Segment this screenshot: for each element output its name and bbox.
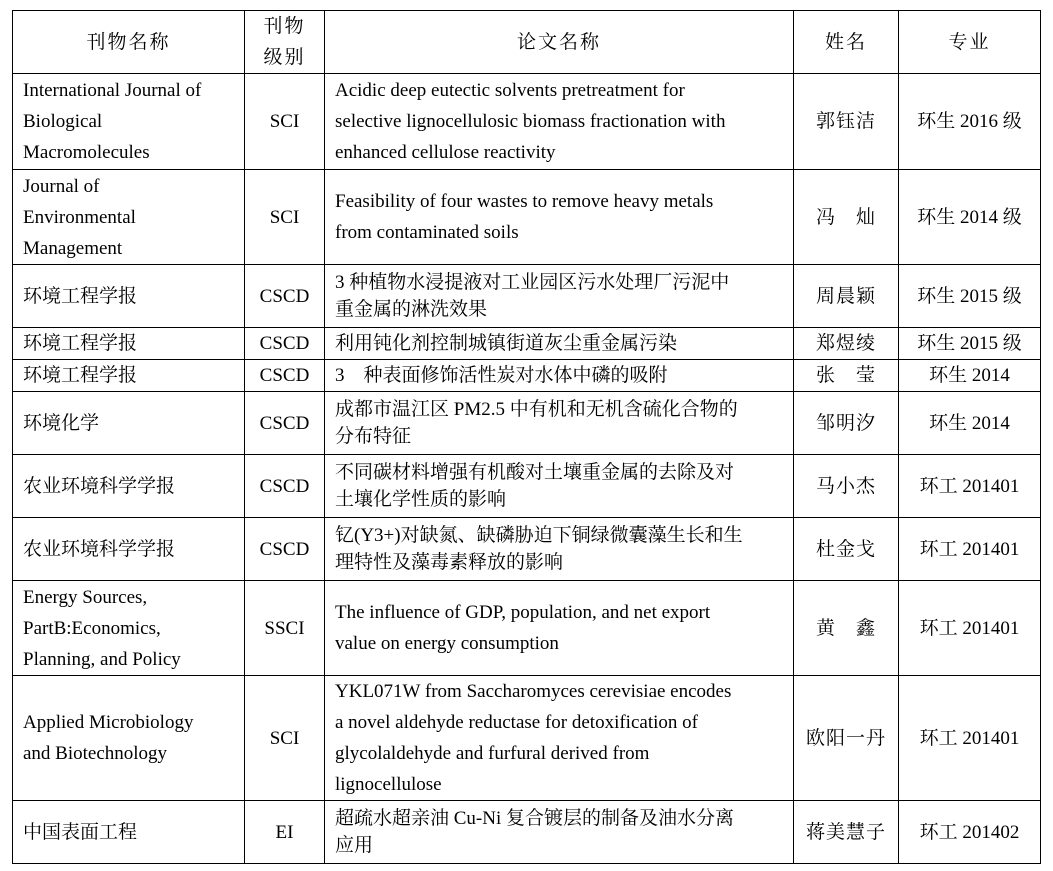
title-line: 土壤化学性质的影响	[335, 489, 507, 510]
cell-title	[325, 581, 794, 676]
cell-level: CSCD	[245, 518, 325, 581]
cell-journal	[13, 801, 245, 864]
cell-title	[325, 676, 794, 801]
cell-major: 环工 201401	[899, 676, 1041, 801]
title-line: The influence of GDP, population, and net export	[335, 602, 711, 623]
title-line: glycolaldehyde and furfural derived from	[335, 743, 650, 764]
cell-name: 欧阳一丹	[794, 676, 899, 801]
cell-level: EI	[245, 801, 325, 864]
table-row	[13, 581, 1041, 676]
header-journal: 刊物名称	[13, 11, 245, 74]
table-row	[13, 392, 1041, 455]
cell-major: 环工 201402	[899, 801, 1041, 864]
table-row	[13, 74, 1041, 170]
table-row	[13, 265, 1041, 328]
journal-line: Planning, and Policy	[23, 648, 181, 670]
cell-journal	[13, 676, 245, 801]
cell-name: 马小杰	[794, 455, 899, 518]
table-row	[13, 455, 1041, 518]
cell-level: CSCD	[245, 328, 325, 360]
title-line: enhanced cellulose reactivity	[335, 142, 556, 163]
cell-title	[325, 74, 794, 170]
cell-journal	[13, 581, 245, 676]
header-level	[245, 11, 325, 74]
title-line: 理特性及藻毒素释放的影响	[335, 552, 564, 573]
title-line: 不同碳材料增强有机酸对土壤重金属的去除及对	[335, 462, 735, 483]
cell-journal	[13, 74, 245, 170]
cell-level: CSCD	[245, 392, 325, 455]
title-line: 重金属的淋洗效果	[335, 299, 488, 320]
cell-level: SCI	[245, 170, 325, 265]
cell-title	[325, 801, 794, 864]
journal-line: International Journal of	[23, 80, 202, 101]
title-line: 利用钝化剂控制城镇街道灰尘重金属污染	[335, 333, 678, 354]
title-line: selective lignocellulosic biomass fractionation with	[335, 111, 726, 132]
title-line: 成都市温江区 PM2.5 中有机和无机含硫化合物的	[335, 399, 738, 420]
cell-major: 环工 201401	[899, 518, 1041, 581]
title-line: 应用	[335, 835, 374, 856]
cell-journal	[13, 170, 245, 265]
cell-journal	[13, 455, 245, 518]
cell-journal	[13, 392, 245, 455]
journal-line: Biological	[23, 111, 103, 132]
title-line: Feasibility of four wastes to remove heavy metals	[335, 191, 714, 212]
title-line: YKL071W from Saccharomyces cerevisiae encodes	[335, 681, 732, 702]
cell-title	[325, 360, 794, 392]
cell-name: 蒋美慧子	[794, 801, 899, 864]
cell-major: 环工 201401	[899, 455, 1041, 518]
title-line: 钇(Y3+)对缺氮、缺磷胁迫下铜绿微囊藻生长和生	[335, 525, 743, 546]
cell-title	[325, 328, 794, 360]
cell-journal	[13, 265, 245, 328]
journal-line: Environmental	[23, 206, 136, 228]
cell-name: 周晨颖	[794, 265, 899, 328]
journal-line: 环境工程学报	[23, 365, 138, 386]
cell-journal	[13, 328, 245, 360]
cell-major: 环生 2014	[899, 360, 1041, 392]
header-name: 姓名	[794, 11, 899, 74]
title-line: from contaminated soils	[335, 222, 519, 243]
journal-line: Energy Sources,	[23, 586, 148, 608]
cell-title	[325, 265, 794, 328]
title-line: a novel aldehyde reductase for detoxification of	[335, 712, 698, 733]
cell-title	[325, 455, 794, 518]
journal-line: Applied Microbiology	[23, 712, 194, 733]
journal-line: 环境化学	[23, 412, 100, 434]
journal-line: 环境工程学报	[23, 285, 138, 307]
table-body	[13, 74, 1041, 864]
header-major: 专业	[899, 11, 1041, 74]
journal-line: Macromolecules	[23, 142, 150, 163]
header-level-line1: 刊物	[263, 16, 306, 37]
journal-line: 农业环境科学学报	[23, 475, 176, 497]
title-line: lignocellulose	[335, 774, 442, 795]
cell-major: 环生 2015 级	[899, 328, 1041, 360]
table-row	[13, 518, 1041, 581]
journal-line: 中国表面工程	[23, 821, 138, 843]
cell-level: SSCI	[245, 581, 325, 676]
cell-name: 郭钰洁	[794, 74, 899, 170]
journal-line: Management	[23, 237, 123, 259]
title-line: 分布特征	[335, 426, 412, 447]
header-row	[13, 11, 1041, 74]
title-line: 3 种植物水浸提液对工业园区污水处理厂污泥中	[335, 272, 730, 293]
cell-name: 冯 灿	[794, 170, 899, 265]
cell-major: 环工 201401	[899, 581, 1041, 676]
header-title: 论文名称	[325, 11, 794, 74]
cell-level: CSCD	[245, 265, 325, 328]
cell-name: 邹明汐	[794, 392, 899, 455]
journal-line: and Biotechnology	[23, 743, 168, 764]
title-line: 3 种表面修饰活性炭对水体中磷的吸附	[335, 365, 668, 386]
cell-journal	[13, 518, 245, 581]
cell-title	[325, 392, 794, 455]
cell-title	[325, 518, 794, 581]
cell-name: 张 莹	[794, 360, 899, 392]
cell-major: 环生 2016 级	[899, 74, 1041, 170]
journal-line: PartB:Economics,	[23, 617, 161, 639]
table-row	[13, 170, 1041, 265]
cell-major: 环生 2015 级	[899, 265, 1041, 328]
header-level-line2: 级别	[263, 47, 306, 68]
title-line: Acidic deep eutectic solvents pretreatment for	[335, 80, 685, 101]
cell-level: CSCD	[245, 360, 325, 392]
publication-table	[12, 10, 1041, 864]
title-line: 超疏水超亲油 Cu-Ni 复合镀层的制备及油水分离	[335, 808, 735, 829]
cell-name: 杜金戈	[794, 518, 899, 581]
journal-line: 农业环境科学学报	[23, 538, 176, 560]
cell-name: 黄 鑫	[794, 581, 899, 676]
cell-level: CSCD	[245, 455, 325, 518]
title-line: value on energy consumption	[335, 633, 559, 654]
cell-major: 环生 2014	[899, 392, 1041, 455]
cell-journal	[13, 360, 245, 392]
table-row	[13, 676, 1041, 801]
table-row	[13, 801, 1041, 864]
journal-line: Journal of	[23, 175, 100, 197]
cell-level: SCI	[245, 74, 325, 170]
journal-line: 环境工程学报	[23, 333, 138, 354]
cell-level: SCI	[245, 676, 325, 801]
cell-name: 郑煜绫	[794, 328, 899, 360]
table-row	[13, 360, 1041, 392]
cell-title	[325, 170, 794, 265]
table-row	[13, 328, 1041, 360]
cell-major: 环生 2014 级	[899, 170, 1041, 265]
